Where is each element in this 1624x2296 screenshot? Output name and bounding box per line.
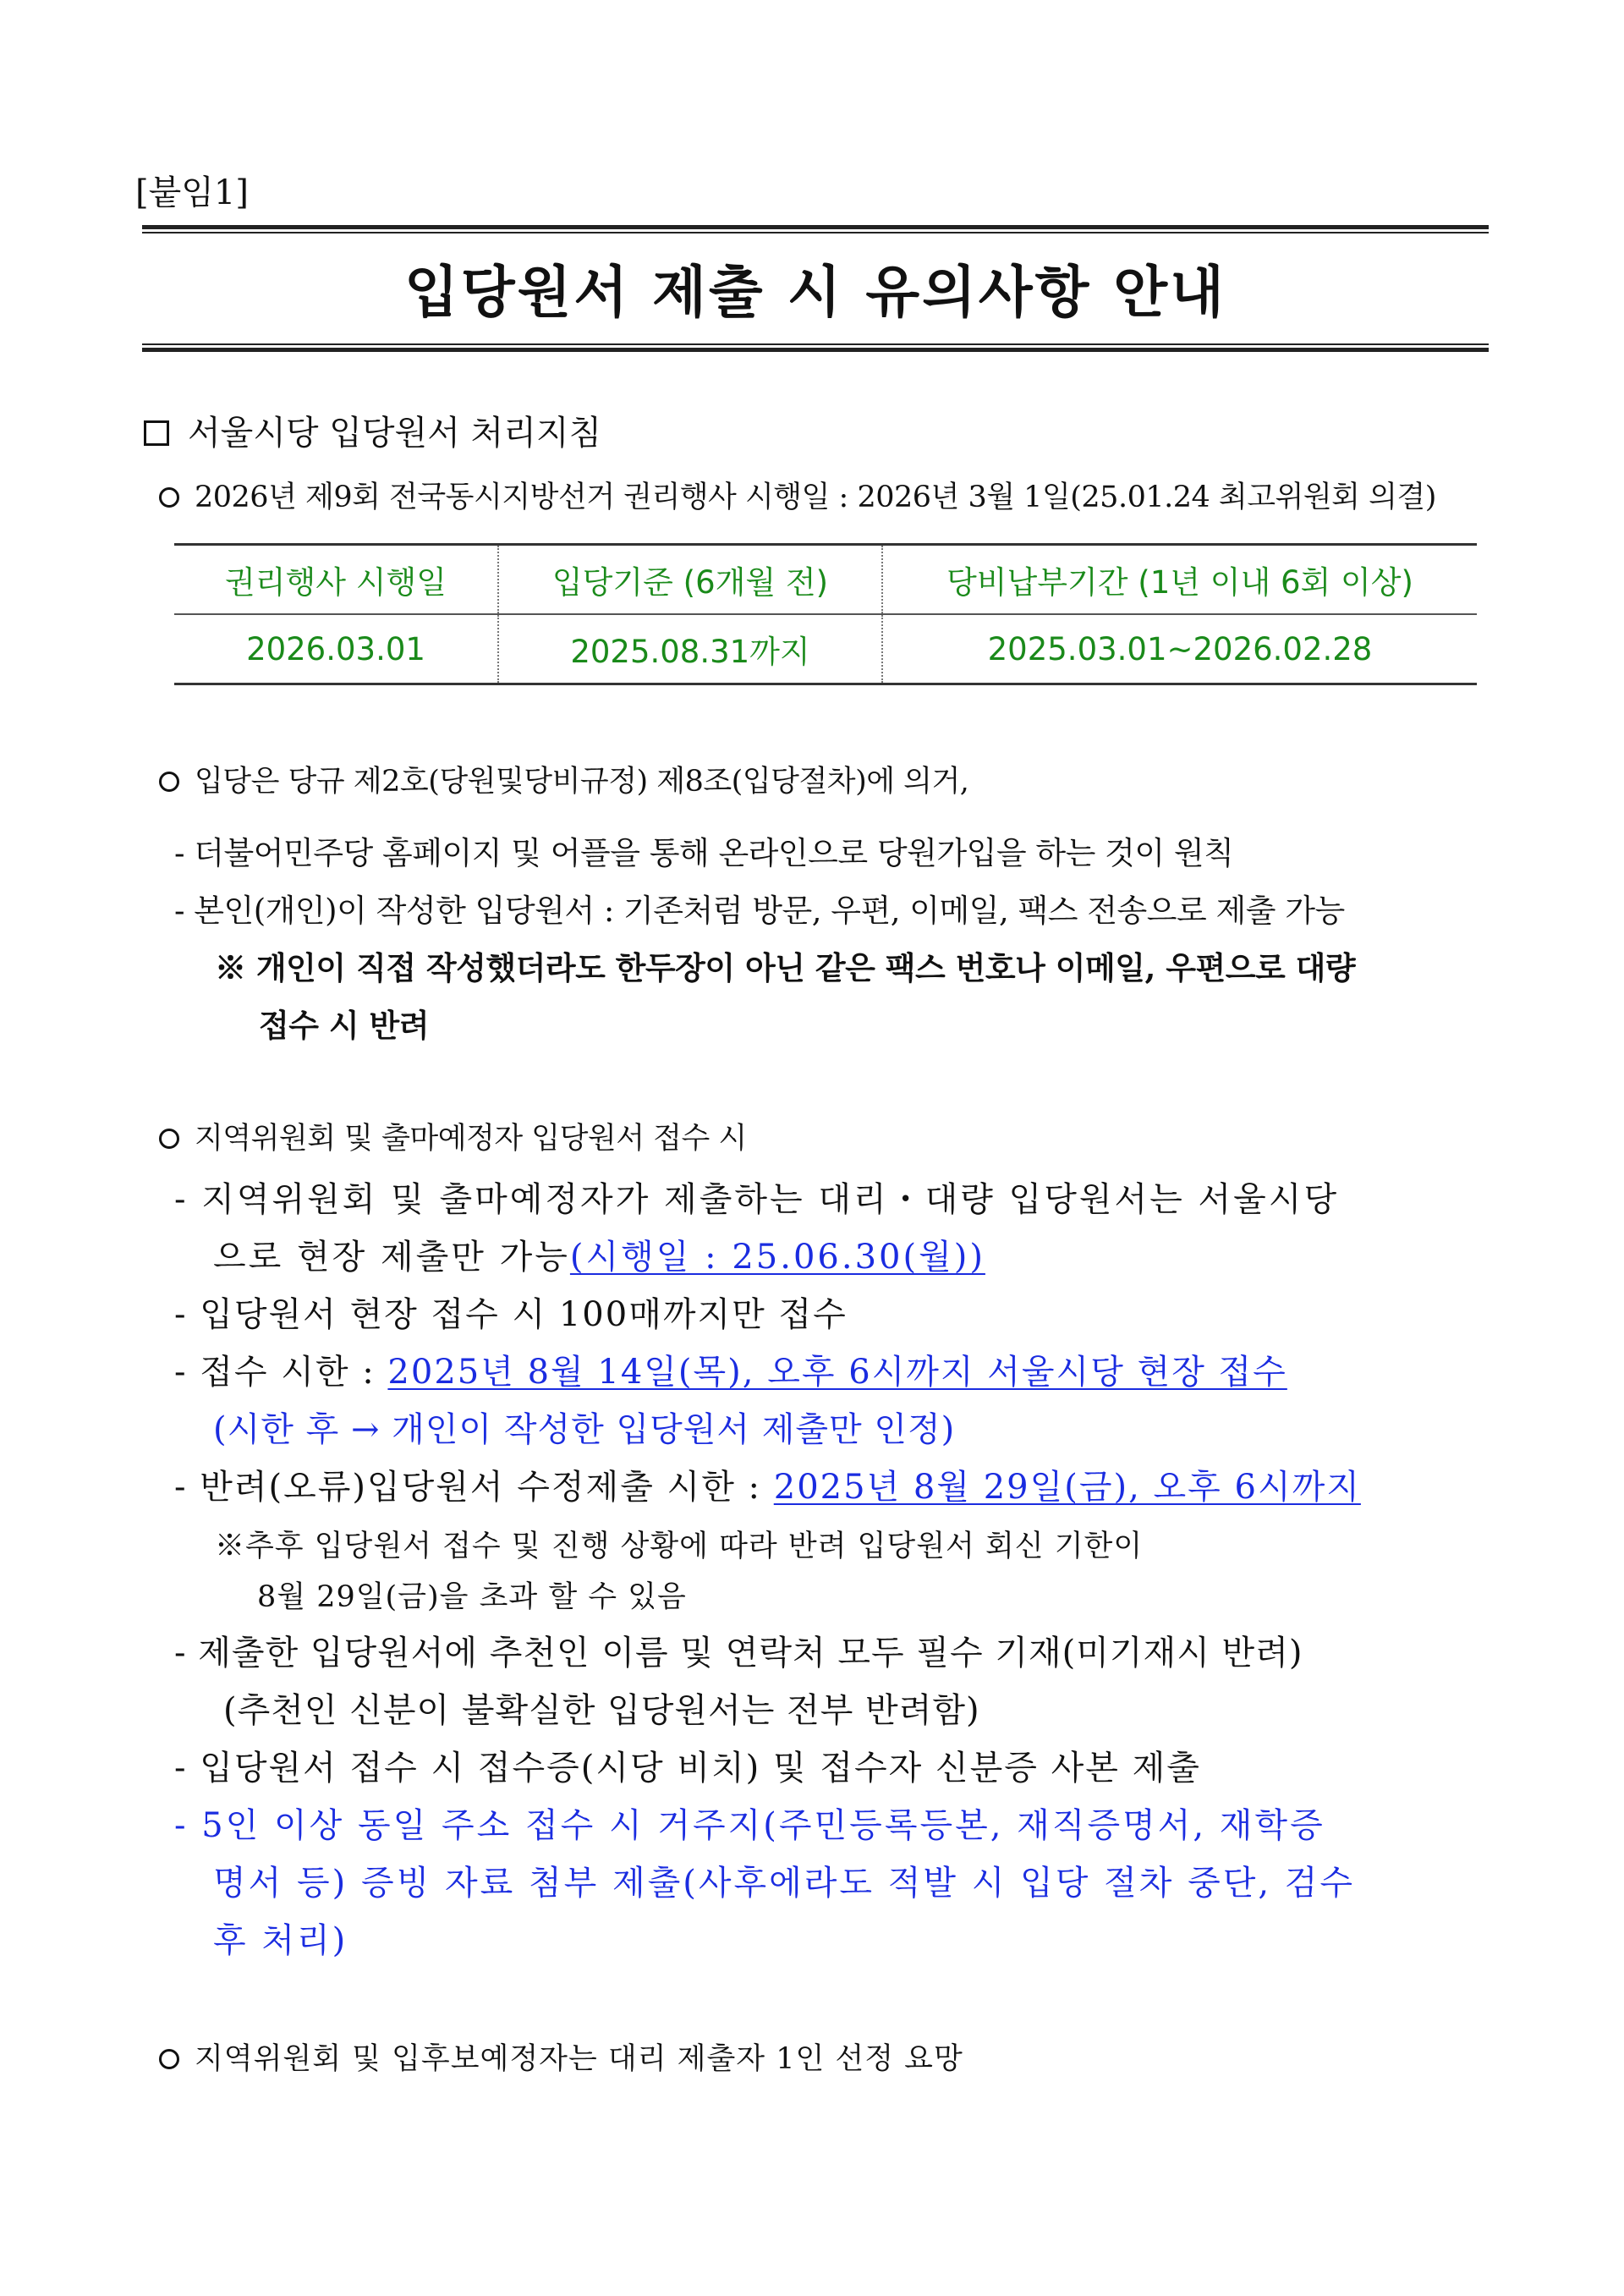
bullet3-line: - 5인 이상 동일 주소 접수 시 거주지(주민등록등본, 재직증명서, 재학증 bbox=[174, 1806, 1325, 1845]
bullet3-line-text: - 접수 시한 : bbox=[174, 1353, 388, 1392]
title-rule-bottom bbox=[142, 348, 1489, 352]
table-row bbox=[174, 614, 1477, 684]
deadline-note: 2025년 8월 14일(목), 오후 6시까지 서울시당 현장 접수 bbox=[387, 1353, 1287, 1392]
bullet4-text: 지역위원회 및 입후보예정자는 대리 제출자 1인 선정 요망 bbox=[195, 2042, 963, 2076]
bullet3-main bbox=[159, 1115, 747, 1157]
bullet3-note: ※추후 입당원서 접수 및 진행 상황에 따라 반려 입당원서 회신 기한이 bbox=[215, 1530, 1144, 1563]
table-header-row bbox=[174, 545, 1477, 615]
circle-bullet-icon bbox=[159, 487, 179, 508]
bullet3-line bbox=[174, 1460, 1361, 1508]
bullet3-line-text: - 반려(오류)입당원서 수정제출 시한 : bbox=[174, 1468, 774, 1507]
section-heading-text: 서울시당 입당원서 처리지침 bbox=[188, 414, 602, 453]
circle-bullet-icon bbox=[159, 772, 179, 792]
title-rule-top-thin bbox=[142, 232, 1489, 233]
table-cell: 2025.03.01~2026.02.28 bbox=[882, 614, 1477, 684]
attachment-label: [붙임1] bbox=[135, 173, 249, 212]
bullet2-item: - 더불어민주당 홈페이지 및 어플을 통해 온라인으로 당원가입을 하는 것이 원칙 bbox=[174, 835, 1234, 871]
checkbox-square-icon bbox=[144, 420, 169, 446]
table-cell: 2026.03.01 bbox=[174, 614, 498, 684]
bullet3-line-text: 으로 현장 제출만 가능 bbox=[213, 1238, 570, 1277]
page-title: 입당원서 제출 시 유의사항 안내 bbox=[404, 260, 1226, 325]
bullet3-line: - 지역위원회 및 출마예정자가 제출하는 대리・대량 입당원서는 서울시당 bbox=[174, 1180, 1340, 1219]
circle-bullet-icon bbox=[159, 1129, 179, 1149]
circle-bullet-icon bbox=[159, 2049, 179, 2069]
section1-bullet bbox=[159, 474, 1436, 516]
table-header-cell: 입당기준 (6개월 전) bbox=[498, 545, 882, 615]
bullet2-main-text: 입당은 당규 제2호(당원및당비규정) 제8조(입당절차)에 의거, bbox=[195, 765, 969, 799]
title-rule-top bbox=[142, 225, 1489, 229]
bullet3-line: (시한 후 → 개인이 작성한 입당원서 제출만 인정) bbox=[213, 1410, 956, 1449]
bullet3-line: - 입당원서 현장 접수 시 100매까지만 접수 bbox=[174, 1295, 848, 1334]
bullet2-main bbox=[159, 758, 968, 800]
bullet3-line: 명서 등) 증빙 자료 첨부 제출(사후에라도 적발 시 입당 절차 중단, 검수 bbox=[213, 1864, 1356, 1903]
resubmit-deadline-note: 2025년 8월 29일(금), 오후 6시까지 bbox=[773, 1468, 1361, 1507]
bullet3-line: (추천인 신분이 불확실한 입당원서는 전부 반려함) bbox=[223, 1691, 980, 1730]
table-header-cell: 당비납부기간 (1년 이내 6회 이상) bbox=[882, 545, 1477, 615]
bullet3-line bbox=[213, 1230, 985, 1278]
table-cell: 2025.08.31까지 bbox=[498, 614, 882, 684]
table-header-cell: 권리행사 시행일 bbox=[174, 545, 498, 615]
bullet3-line: 후 처리) bbox=[213, 1921, 348, 1960]
bullet2-item: - 본인(개인)이 작성한 입당원서 : 기존처럼 방문, 우편, 이메일, 팩스 전송으로 제출 가능 bbox=[174, 893, 1345, 929]
bullet2-note-cont: 접수 시 반려 bbox=[259, 1007, 429, 1044]
section-heading bbox=[144, 406, 601, 454]
bullet3-note-cont: 8월 29일(금)을 초과 할 수 있음 bbox=[257, 1580, 687, 1614]
section1-bullet-text: 2026년 제9회 전국동시지방선거 권리행사 시행일 : 2026년 3월 1일(25.01.24 최고위원회 의결) bbox=[195, 481, 1436, 514]
bullet3-line: - 입당원서 접수 시 접수증(시당 비치) 및 접수자 신분증 사본 제출 bbox=[174, 1749, 1201, 1788]
bullet2-note: ※ 개인이 직접 작성했더라도 한두장이 아닌 같은 팩스 번호나 이메일, 우편으로 대량 bbox=[215, 949, 1356, 986]
bullet3-line bbox=[174, 1345, 1287, 1393]
bullet3-line: - 제출한 입당원서에 추천인 이름 및 연락처 모두 필수 기재(미기재시 반려) bbox=[174, 1634, 1303, 1673]
effective-date-note: (시행일 : 25.06.30(월)) bbox=[569, 1238, 985, 1277]
bullet4 bbox=[159, 2035, 963, 2078]
schedule-table bbox=[174, 543, 1477, 685]
title-rule-bottom-thin bbox=[142, 343, 1489, 345]
bullet3-main-text: 지역위원회 및 출마예정자 입당원서 접수 시 bbox=[195, 1122, 747, 1156]
